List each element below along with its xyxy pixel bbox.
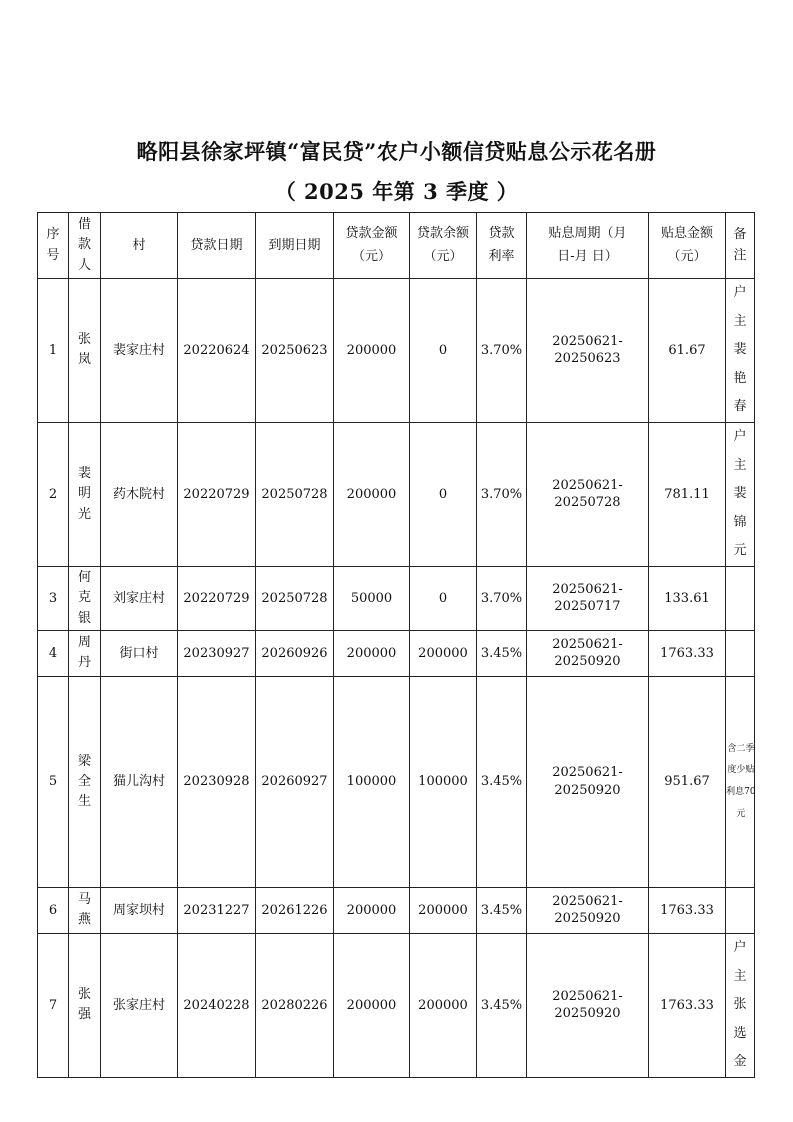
header-rate: 贷款利率 [477, 213, 527, 279]
header-loan-amount: 贷款金额（元） [334, 213, 410, 279]
cell-subsidy: 781.11 [649, 422, 726, 566]
table-row [38, 422, 755, 566]
cell-remark [726, 630, 755, 676]
cell-borrower: 何克银 [69, 566, 101, 630]
table-row [38, 566, 755, 630]
cell-amount: 200000 [334, 630, 410, 676]
cell-loan-date: 20231227 [178, 887, 256, 933]
cell-remark: 户主张选金 [726, 933, 755, 1077]
cell-rate: 3.70% [477, 566, 527, 630]
cell-due-date: 20260926 [256, 630, 334, 676]
header-subsidy: 贴息金额（元） [649, 213, 726, 279]
header-loan-balance: 贷款余额（元） [410, 213, 477, 279]
cell-borrower: 周丹 [69, 630, 101, 676]
cell-subsidy: 1763.33 [649, 630, 726, 676]
cell-loan-date: 20220624 [178, 279, 256, 423]
cell-no: 3 [38, 566, 69, 630]
table-row [38, 933, 755, 1077]
cell-village: 裴家庄村 [101, 279, 178, 423]
cell-rate: 3.70% [477, 279, 527, 423]
cell-village: 街口村 [101, 630, 178, 676]
cell-loan-date: 20240228 [178, 933, 256, 1077]
cell-period: 20250621-20250920 [527, 887, 649, 933]
cell-remark [726, 566, 755, 630]
cell-village: 周家坝村 [101, 887, 178, 933]
cell-rate: 3.45% [477, 676, 527, 887]
cell-amount: 200000 [334, 279, 410, 423]
document-title: 略阳县徐家坪镇“富民贷”农户小额信贷贴息公示花名册 [136, 139, 657, 164]
cell-loan-date: 20220729 [178, 566, 256, 630]
cell-period: 20250621-20250920 [527, 676, 649, 887]
subsidy-roster-table [37, 212, 755, 1078]
header-no: 序号 [38, 213, 69, 279]
cell-borrower: 马燕 [69, 887, 101, 933]
table-row [38, 279, 755, 423]
cell-period: 20250621-20250623 [527, 279, 649, 423]
cell-village: 猫儿沟村 [101, 676, 178, 887]
cell-subsidy: 951.67 [649, 676, 726, 887]
table-row [38, 630, 755, 676]
cell-no: 1 [38, 279, 69, 423]
document-subtitle: （ 2025 年第 3 季度 ） [274, 179, 519, 204]
cell-amount: 200000 [334, 887, 410, 933]
table-row [38, 887, 755, 933]
cell-subsidy: 133.61 [649, 566, 726, 630]
cell-subsidy: 61.67 [649, 279, 726, 423]
cell-period: 20250621-20250920 [527, 630, 649, 676]
cell-amount: 100000 [334, 676, 410, 887]
cell-due-date: 20250728 [256, 422, 334, 566]
cell-no: 4 [38, 630, 69, 676]
cell-village: 药木院村 [101, 422, 178, 566]
cell-balance: 200000 [410, 933, 477, 1077]
cell-balance: 200000 [410, 630, 477, 676]
cell-due-date: 20250728 [256, 566, 334, 630]
header-borrower: 借款人 [69, 213, 101, 279]
cell-remark: 户主裴锦元 [726, 422, 755, 566]
cell-remark: 含二季度少贴利息70元 [726, 676, 755, 887]
cell-village: 张家庄村 [101, 933, 178, 1077]
cell-amount: 200000 [334, 933, 410, 1077]
header-due-date: 到期日期 [256, 213, 334, 279]
cell-loan-date: 20220729 [178, 422, 256, 566]
cell-period: 20250621-20250717 [527, 566, 649, 630]
cell-balance: 0 [410, 422, 477, 566]
cell-no: 2 [38, 422, 69, 566]
cell-period: 20250621-20250728 [527, 422, 649, 566]
cell-balance: 100000 [410, 676, 477, 887]
cell-rate: 3.45% [477, 933, 527, 1077]
cell-borrower: 裴明光 [69, 422, 101, 566]
cell-remark: 户主裴艳春 [726, 279, 755, 423]
cell-village: 刘家庄村 [101, 566, 178, 630]
cell-due-date: 20261226 [256, 887, 334, 933]
cell-due-date: 20280226 [256, 933, 334, 1077]
cell-rate: 3.45% [477, 630, 527, 676]
header-period: 贴息周期（月 日-月 日） [527, 213, 649, 279]
cell-rate: 3.70% [477, 422, 527, 566]
cell-subsidy: 1763.33 [649, 933, 726, 1077]
cell-amount: 50000 [334, 566, 410, 630]
cell-loan-date: 20230928 [178, 676, 256, 887]
cell-balance: 200000 [410, 887, 477, 933]
cell-no: 6 [38, 887, 69, 933]
cell-amount: 200000 [334, 422, 410, 566]
cell-subsidy: 1763.33 [649, 887, 726, 933]
header-remark: 备注 [726, 213, 755, 279]
cell-period: 20250621-20250920 [527, 933, 649, 1077]
cell-rate: 3.45% [477, 887, 527, 933]
cell-borrower: 张岚 [69, 279, 101, 423]
cell-due-date: 20250623 [256, 279, 334, 423]
table-header-row [38, 213, 755, 279]
cell-balance: 0 [410, 279, 477, 423]
cell-balance: 0 [410, 566, 477, 630]
cell-loan-date: 20230927 [178, 630, 256, 676]
cell-remark [726, 887, 755, 933]
cell-borrower: 梁全生 [69, 676, 101, 887]
cell-no: 7 [38, 933, 69, 1077]
header-village: 村 [101, 213, 178, 279]
cell-borrower: 张强 [69, 933, 101, 1077]
cell-due-date: 20260927 [256, 676, 334, 887]
cell-no: 5 [38, 676, 69, 887]
header-loan-date: 贷款日期 [178, 213, 256, 279]
table-row [38, 676, 755, 887]
